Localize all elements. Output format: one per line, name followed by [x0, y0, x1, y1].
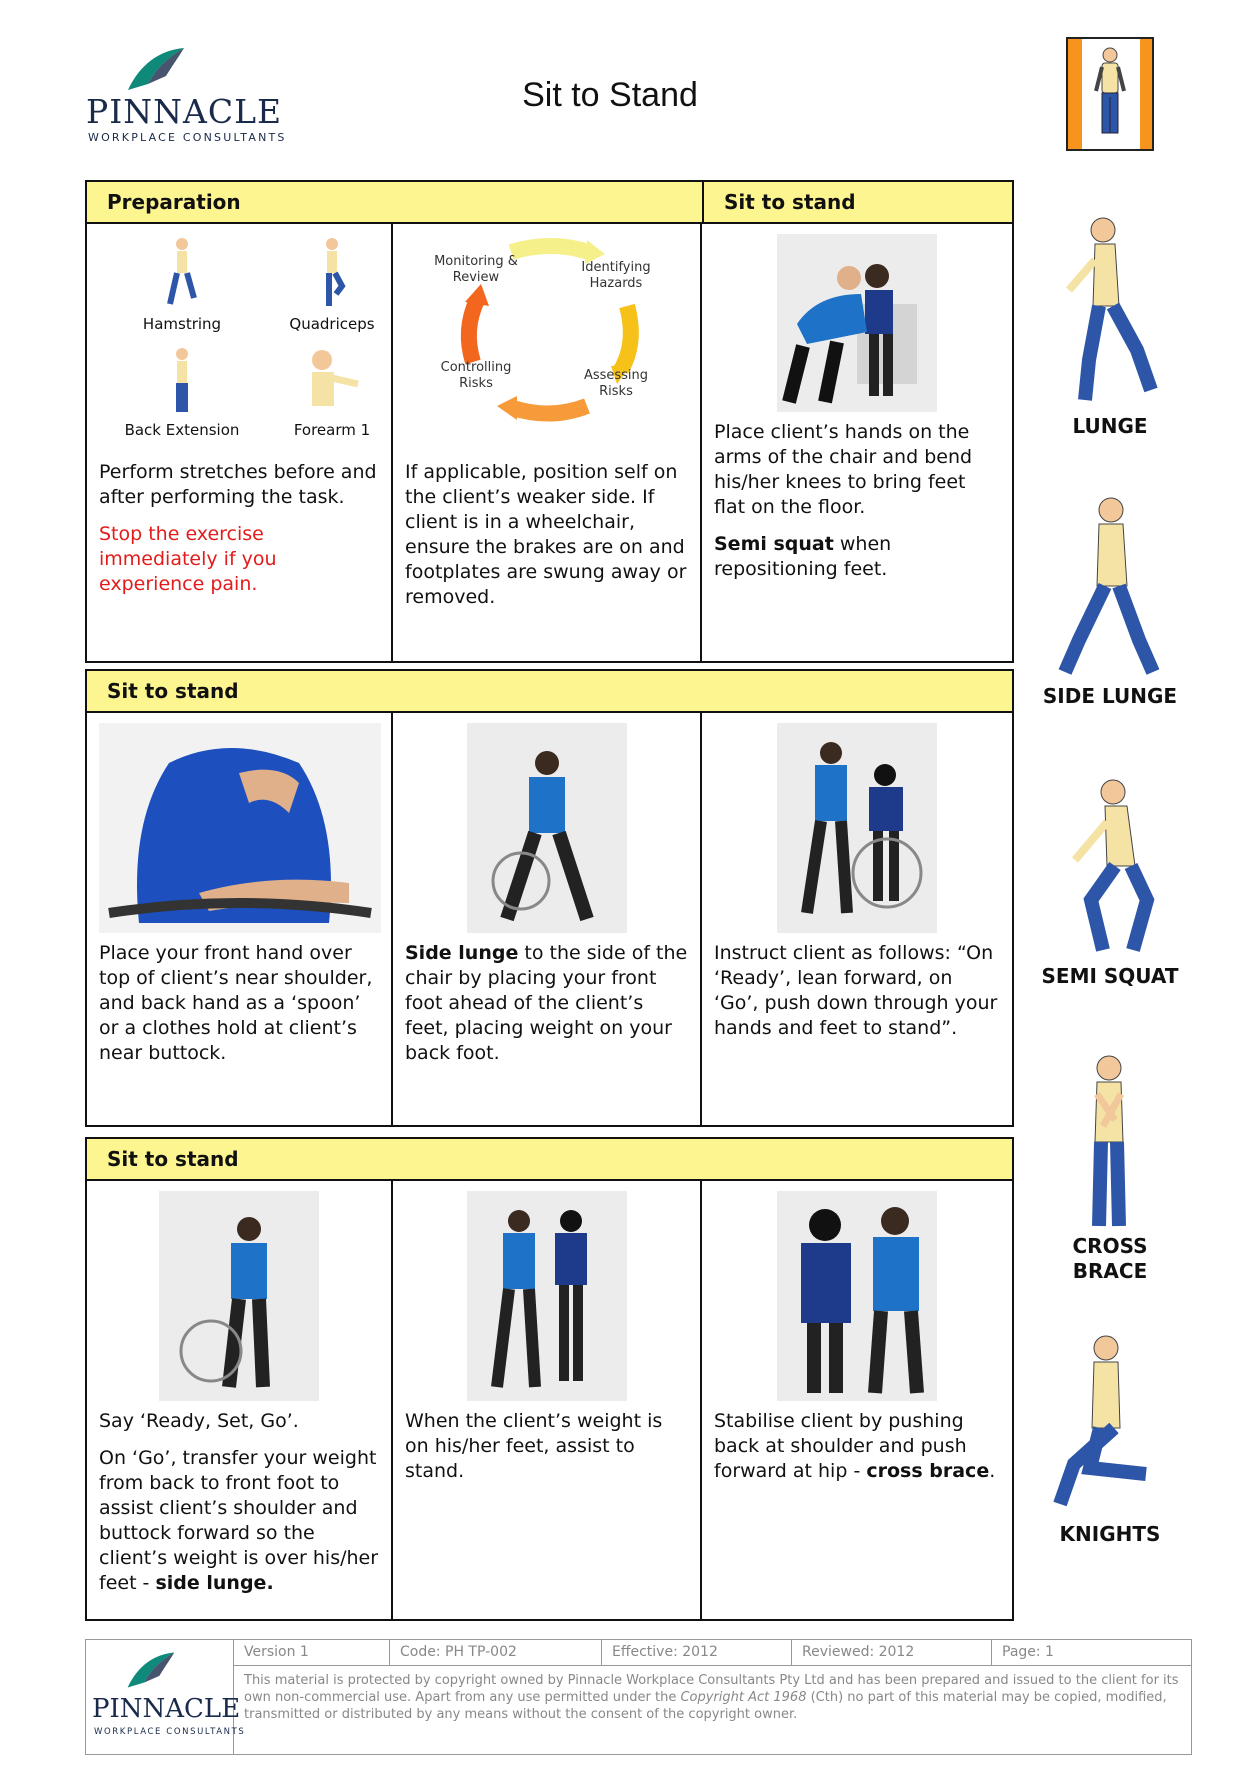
weight-transfer-photo	[159, 1191, 319, 1401]
stretch-label: Quadriceps	[289, 315, 375, 333]
side-lunge-photo	[467, 723, 627, 933]
copyright-text-1: This material is protected by copyright owned by Pinnacle Workplace Consultants Pty Ltd and has been prepared and issued to the client for its own non-commercial use. Apart from any use permitted under the	[244, 1673, 1179, 1705]
semi-squat-bold: Semi squat	[714, 533, 834, 555]
forearm-figure-icon	[302, 346, 362, 414]
cross-brace-end: .	[989, 1460, 996, 1482]
footer-logo-swoosh-icon	[126, 1650, 176, 1690]
cross-brace-photo	[777, 1191, 937, 1401]
stretch-label: Forearm 1	[293, 421, 371, 439]
cross-brace-icon	[1055, 1050, 1165, 1230]
footer-page: Page: 1	[1002, 1644, 1054, 1660]
front-hand-instruction: Place your front hand over top of client’s near shoulder, and back hand as a ‘spoon’ or a clothes hold at client’s near buttock.	[99, 942, 373, 1064]
logo-subtitle: WORKPLACE CONSULTANTS	[88, 131, 287, 144]
footer-brand-text: PINNACLE	[92, 1694, 241, 1724]
knights-icon	[1050, 1328, 1170, 1518]
risk-cycle-cell	[393, 224, 702, 661]
pinnacle-logo	[86, 46, 287, 146]
cycle-assessing-label: Assessing Risks	[583, 368, 649, 399]
stretch-forearm	[267, 346, 397, 443]
semi-squat-icon	[1055, 770, 1165, 960]
knights-figure	[1040, 1328, 1180, 1547]
cross-brace-instruction	[714, 1409, 1000, 1484]
cycle-controlling-label: Controlling Risks	[440, 360, 512, 391]
semi-squat-label: SEMI SQUAT	[1041, 964, 1179, 988]
instruct-client-photo	[777, 723, 937, 933]
pain-warning: Stop the exercise immediately if you experience pain.	[99, 523, 277, 595]
weight-transfer-bold: side lunge.	[155, 1572, 274, 1594]
footer-logo	[86, 1640, 246, 1754]
ready-set-go-text: Say ‘Ready, Set, Go’.	[99, 1410, 299, 1432]
hamstring-figure-icon	[162, 236, 202, 308]
cross-brace-figure	[1040, 1050, 1180, 1284]
assist-to-stand-cell	[393, 1181, 702, 1619]
footer-code: Code: PH TP-002	[390, 1640, 602, 1665]
sit-to-stand-section-2	[85, 669, 1014, 1127]
stretches-cell	[87, 224, 393, 661]
copyright-act: Copyright Act 1968	[680, 1690, 807, 1705]
stretch-quadriceps	[267, 236, 397, 337]
section-3-header: Sit to stand	[107, 1147, 239, 1171]
cross-brace-text: Stabilise client by pushing back at shoulder and push forward at hip -	[714, 1410, 967, 1482]
cross-brace-cell	[702, 1181, 1012, 1619]
copyright-text-2: (Cth) no part of this material may be copied, modified, transmitted or distributed by any means without the consent of the copyright owner.	[244, 1690, 1167, 1722]
footer-brand-subtitle: WORKPLACE CONSULTANTS	[94, 1727, 246, 1737]
sit-to-stand-step-1-cell	[702, 224, 1012, 661]
side-lunge-instruction	[405, 941, 688, 1066]
quadriceps-figure-icon	[312, 236, 352, 308]
assist-stand-text: When the client’s weight is on his/her feet, assist to stand.	[405, 1410, 663, 1482]
hand-placement-cell	[87, 713, 393, 1125]
lunge-label: LUNGE	[1072, 414, 1148, 438]
sit-to-stand-section-3	[85, 1137, 1014, 1621]
semi-squat-instruction	[714, 532, 1000, 582]
cross-brace-label	[1070, 1234, 1150, 1284]
side-lunge-bold: Side lunge	[405, 942, 519, 964]
standing-person-icon	[1066, 37, 1154, 151]
footer-reviewed: Reviewed: 2012	[792, 1640, 992, 1665]
weight-transfer-instruction	[99, 1446, 379, 1596]
stretch-instruction: Perform stretches before and after performing the task.	[99, 461, 377, 508]
document-footer	[85, 1639, 1192, 1755]
carer-squat-photo	[777, 234, 937, 412]
side-lunge-rest: to the side of the chair by placing your front foot ahead of the client’s feet, placing weight on your back foot.	[405, 942, 688, 1064]
risk-management-cycle-diagram	[431, 234, 671, 434]
weight-transfer-text: On ‘Go’, transfer your weight from back to front foot to assist client’s shoulder and buttock forward so the client’s weight is over his/her feet -	[99, 1447, 379, 1594]
stretch-back-extension	[117, 346, 247, 443]
footer-meta-row	[234, 1640, 1191, 1666]
section-2-header: Sit to stand	[107, 679, 239, 703]
logo-swoosh-icon	[126, 46, 186, 92]
stretch-label: Back Extension	[124, 421, 240, 439]
instruct-client-text: Instruct client as follows: “On ‘Ready’, lean forward, on ‘Go’, push down through your hands and feet to stand”.	[714, 942, 998, 1039]
semi-squat-rest: when repositioning feet.	[714, 533, 892, 580]
footer-effective: Effective: 2012	[602, 1640, 792, 1665]
logo-brand-text: PINNACLE	[86, 92, 283, 131]
cross-brace-bold: cross brace	[866, 1460, 990, 1482]
back-extension-figure-icon	[162, 346, 202, 414]
footer-version: Version 1	[234, 1640, 390, 1665]
hands-on-chair-instruction: Place client’s hands on the arms of the chair and bend his/her knees to bring feet flat on the floor.	[714, 421, 973, 518]
cycle-identifying-label: Identifying Hazards	[581, 260, 651, 291]
ready-set-go-cell	[87, 1181, 393, 1619]
sit-to-stand-header: Sit to stand	[702, 182, 1012, 222]
side-lunge-icon	[1055, 490, 1165, 680]
knights-label: KNIGHTS	[1059, 1522, 1161, 1546]
preparation-section	[85, 180, 1014, 663]
preparation-header: Preparation	[107, 190, 241, 214]
cross-brace-label-text: CROSS BRACE	[1072, 1234, 1148, 1283]
assist-stand-photo	[467, 1191, 627, 1401]
instruct-client-cell	[702, 713, 1012, 1125]
side-lunge-cell	[393, 713, 702, 1125]
lunge-figure	[1040, 210, 1180, 439]
stretch-hamstring	[117, 236, 247, 337]
side-lunge-figure	[1040, 490, 1180, 709]
position-instruction: If applicable, position self on the client’s weaker side. If client is in a wheelchair, ensure the brakes are on and footplates are swung away or removed.	[405, 461, 687, 608]
side-lunge-label: SIDE LUNGE	[1042, 684, 1178, 708]
stretch-label: Hamstring	[142, 315, 222, 333]
cycle-monitoring-label: Monitoring & Review	[434, 254, 518, 285]
hand-placement-photo	[99, 723, 381, 933]
semi-squat-figure	[1040, 770, 1180, 989]
lunge-icon	[1055, 210, 1165, 410]
footer-copyright	[234, 1666, 1191, 1729]
page-title: Sit to Stand	[522, 76, 698, 114]
